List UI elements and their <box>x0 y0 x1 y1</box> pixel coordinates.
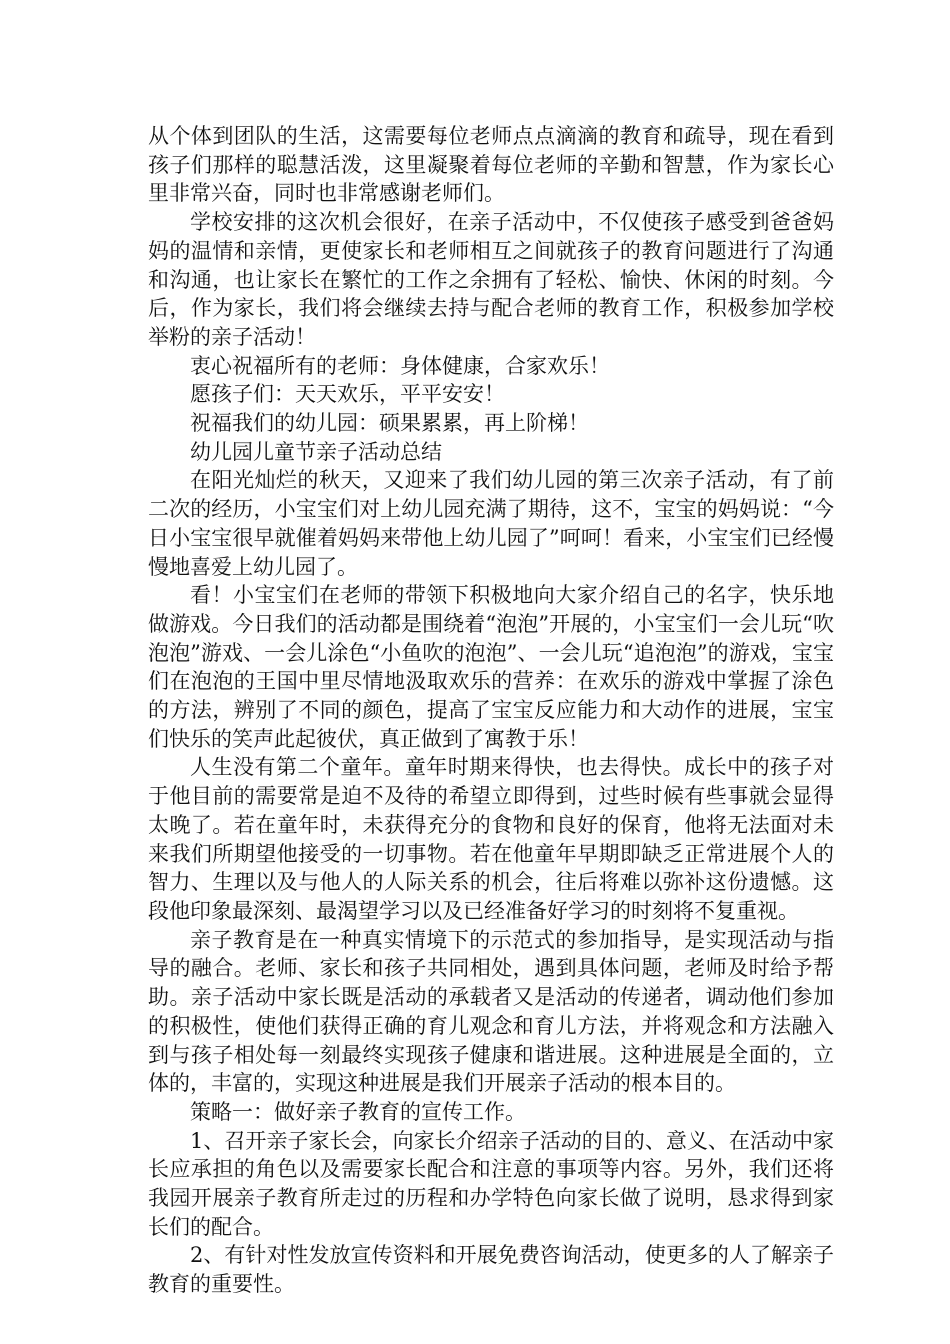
paragraph-2: 学校安排的这次机会很好，在亲子活动中，不仅使孩子感受到爸爸妈妈的温情和亲情，更使家长和老师相互之间就孩子的教育问题进行了沟通和沟通，也让家长在繁忙的工作之余拥有了轻松、愉快、休闲的时刻。今后，作为家长，我们将会继续去持与配合老师的教育工作，积极参加学校举粉的亲子活动！ <box>148 210 834 349</box>
strategy-item-1: 1、召开亲子家长会，向家长介绍亲子活动的目的、意义、在活动中家长应承担的角色以及需要家长配合和注意的事项等内容。另外，我们还将我园开展亲子教育所走过的历程和办学特色向家长做了说明，恳求得到家长们的配合。 <box>148 1128 834 1239</box>
paragraph-wish-kindergarten: 祝福我们的幼儿园：硕果累累，再上阶梯！ <box>190 411 589 436</box>
section-title: 幼儿园儿童节亲子活动总结 <box>190 439 442 464</box>
paragraph-parent-child-education: 亲子教育是在一种真实情境下的示范式的参加指导，是实现活动与指导的融合。老师、家长和孩子共同相处，遇到具体问题，老师及时给予帮助。亲子活动中家长既是活动的承载者又是活动的传递者，调动他们参加的积极性，使他们获得正确的育儿观念和育儿方法，并将观念和方法融入到与孩子相处每一刻最终实现孩子健康和谐进展。这种进展是全面的，立体的，丰富的，实现这种进展是我们开展亲子活动的根本目的。 <box>148 927 834 1096</box>
paragraph-bubbles: 看！小宝宝们在老师的带领下积极地向大家介绍自己的名字，快乐地做游戏。今日我们的活动都是围绕着“泡泡”开展的，小宝宝们一会儿玩“吹泡泡”游戏、一会儿涂色“小鱼吹的泡泡”、一会儿玩“追泡泡”的游戏，宝宝们在泡泡的王国中里尽情地汲取欢乐的营养：在欢乐的游戏中掌握了涂色的方法，辨别了不同的颜色，提高了宝宝反应能力和大动作的进展，宝宝们快乐的笑声此起彼伏，真正做到了寓教于乐！ <box>148 583 834 751</box>
paragraph-autumn-activity: 在阳光灿烂的秋天，又迎来了我们幼儿园的第三次亲子活动，有了前二次的经历，小宝宝们对上幼儿园充满了期待，这不，宝宝的妈妈说：“今日小宝宝很早就催着妈妈来带他上幼儿园了”呵呵！看来，小宝宝们已经慢慢地喜爱上幼儿园了。 <box>148 468 834 579</box>
strategy-heading: 策略一：做好亲子教育的宣传工作。 <box>190 1099 526 1124</box>
strategy-item-2: 2、有针对性发放宣传资料和开展免费咨询活动，使更多的人了解亲子教育的重要性。 <box>148 1243 834 1297</box>
paragraph-1: 从个体到团队的生活，这需要每位老师点点滴滴的教育和疏导，现在看到孩子们那样的聪慧活泼，这里凝聚着每位老师的辛勤和智慧，作为家长心里非常兴奋，同时也非常感谢老师们。 <box>148 124 834 206</box>
document-body <box>148 122 834 1299</box>
paragraph-wish-children: 愿孩子们：天天欢乐，平平安安！ <box>190 382 505 407</box>
paragraph-childhood: 人生没有第二个童年。童年时期来得快，也去得快。成长中的孩子对于他目前的需要常是迫不及待的希望立即得到，过些时候有些事就会显得太晚了。若在童年时，未获得充分的食物和良好的保育，他将无法面对未来我们所期望他接受的一切事物。若在他童年早期即缺乏正常进展个人的智力、生理以及与他人的人际关系的机会，往后将难以弥补这份遗憾。这段他印象最深刻、最渴望学习以及已经准备好学习的时刻将不复重视。 <box>148 755 834 923</box>
paragraph-wish-teachers: 衷心祝福所有的老师：身体健康，合家欢乐！ <box>190 353 610 378</box>
